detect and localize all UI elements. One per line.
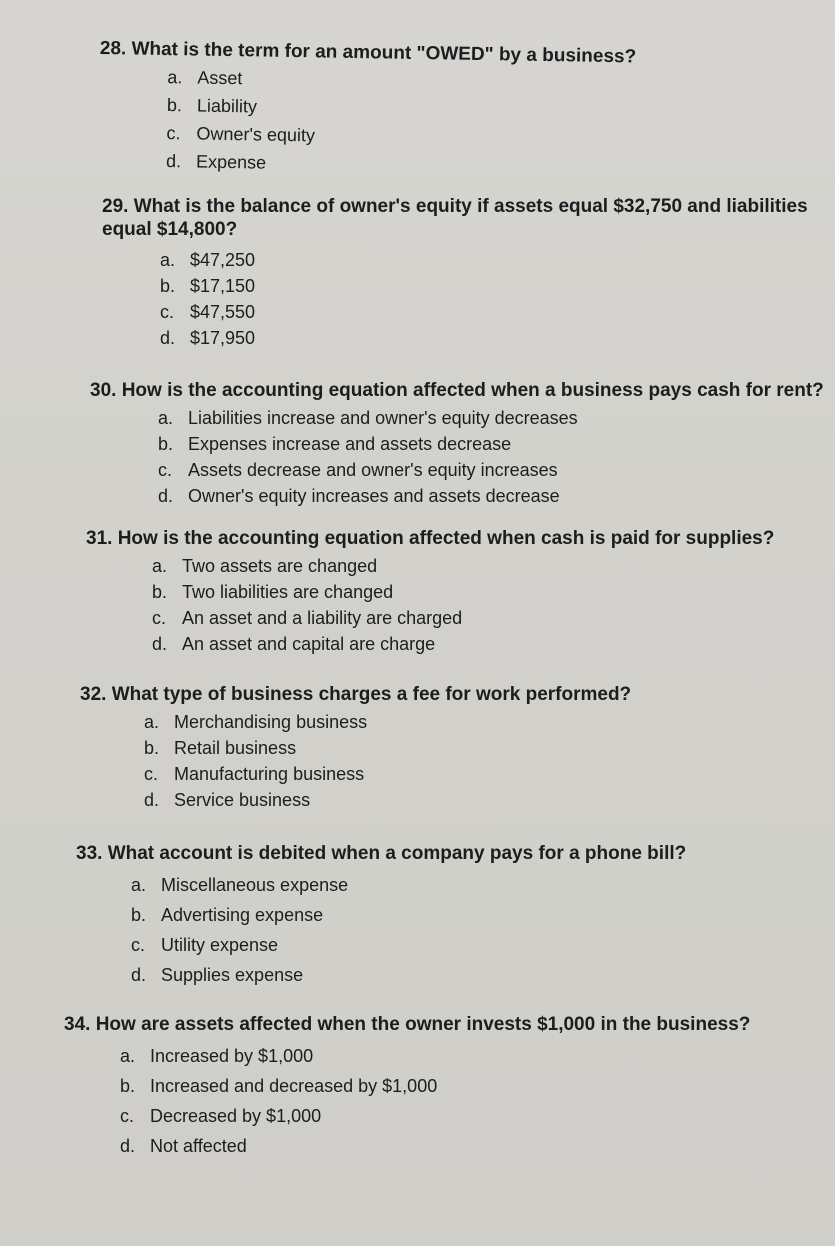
question-28-options xyxy=(166,63,636,182)
option-text: An asset and capital are charge xyxy=(182,634,436,654)
question-prompt: How is the accounting equation affected when cash is paid for supplies? xyxy=(117,528,775,549)
question-33-text xyxy=(76,843,686,865)
question-34 xyxy=(64,1014,750,1161)
option-a xyxy=(120,1041,750,1071)
option-letter: d. xyxy=(131,965,147,985)
option-text: Increased and decreased by $1,000 xyxy=(150,1076,438,1096)
option-text: Not affected xyxy=(150,1136,247,1156)
question-30-options xyxy=(158,405,824,509)
question-30-text xyxy=(90,380,824,402)
question-31-text xyxy=(86,528,774,550)
question-prompt: What is the balance of owner's equity if assets equal $32,750 and liabilities equal $14,800? xyxy=(102,196,808,240)
option-d xyxy=(131,960,686,990)
option-text: Liability xyxy=(196,95,258,117)
question-number: 30. xyxy=(90,380,117,401)
option-text: Supplies expense xyxy=(161,965,304,985)
option-letter: d. xyxy=(165,151,182,172)
option-text: Manufacturing business xyxy=(174,764,365,784)
option-b xyxy=(120,1071,750,1101)
option-letter: b. xyxy=(166,95,183,116)
question-32-options xyxy=(144,709,631,813)
question-prompt: How is the accounting equation affected when a business pays cash for rent? xyxy=(121,380,824,401)
question-prompt: What type of business charges a fee for work performed? xyxy=(111,684,632,705)
question-33 xyxy=(76,843,686,990)
option-letter: a. xyxy=(131,875,147,895)
option-letter: d. xyxy=(144,790,160,810)
question-number: 31. xyxy=(86,528,113,549)
question-34-text xyxy=(64,1014,750,1036)
question-prompt: What is the term for an amount "OWED" by a business? xyxy=(131,38,637,68)
option-a xyxy=(144,709,631,735)
option-text: An asset and a liability are charged xyxy=(182,608,463,628)
option-letter: c. xyxy=(152,608,167,628)
option-c xyxy=(131,930,686,960)
option-d xyxy=(144,787,631,813)
option-letter: b. xyxy=(158,434,174,454)
question-number: 33. xyxy=(76,843,103,864)
question-number: 28. xyxy=(99,38,127,60)
option-text: $17,950 xyxy=(190,328,256,348)
option-text: Service business xyxy=(174,790,311,810)
option-text: Two assets are changed xyxy=(182,556,378,576)
option-text: Expenses increase and assets decrease xyxy=(188,434,512,454)
option-letter: b. xyxy=(120,1076,136,1096)
option-text: Retail business xyxy=(174,738,297,758)
option-c xyxy=(144,761,631,787)
option-text: Miscellaneous expense xyxy=(161,875,349,895)
option-c xyxy=(152,605,774,631)
option-b xyxy=(144,735,631,761)
question-34-options xyxy=(120,1041,750,1161)
option-d xyxy=(166,147,635,182)
option-letter: a. xyxy=(167,67,183,88)
question-number: 34. xyxy=(64,1014,91,1035)
option-letter: c. xyxy=(131,935,146,955)
option-letter: a. xyxy=(152,556,168,576)
option-d xyxy=(120,1131,750,1161)
option-text: Decreased by $1,000 xyxy=(150,1106,322,1126)
option-a xyxy=(152,553,774,579)
question-30 xyxy=(90,380,824,509)
option-text: Utility expense xyxy=(161,935,279,955)
option-letter: a. xyxy=(120,1046,136,1066)
option-d xyxy=(160,325,832,351)
option-letter: c. xyxy=(160,302,175,322)
option-text: Advertising expense xyxy=(161,905,324,925)
option-b xyxy=(152,579,774,605)
option-c xyxy=(158,457,824,483)
option-a xyxy=(158,405,824,431)
option-letter: b. xyxy=(131,905,147,925)
option-b xyxy=(160,273,832,299)
question-29-text xyxy=(102,195,832,241)
option-c xyxy=(120,1101,750,1131)
question-29 xyxy=(102,195,832,351)
question-number: 32. xyxy=(80,684,107,705)
question-prompt: How are assets affected when the owner invests $1,000 in the business? xyxy=(95,1014,751,1035)
option-d xyxy=(158,483,824,509)
option-letter: a. xyxy=(158,408,174,428)
option-letter: a. xyxy=(144,712,160,732)
option-text: Asset xyxy=(197,67,243,89)
option-c xyxy=(160,299,832,325)
option-letter: a. xyxy=(160,250,176,270)
option-letter: b. xyxy=(144,738,160,758)
option-text: Owner's equity xyxy=(196,123,316,146)
question-32-text xyxy=(80,684,631,706)
option-letter: c. xyxy=(144,764,159,784)
question-29-options xyxy=(160,247,832,351)
option-text: $47,250 xyxy=(190,250,256,270)
option-letter: d. xyxy=(120,1136,136,1156)
option-letter: c. xyxy=(166,123,181,144)
question-28 xyxy=(98,38,636,182)
option-text: $17,150 xyxy=(190,276,256,296)
option-a xyxy=(160,247,832,273)
question-prompt: What account is debited when a company pays for a phone bill? xyxy=(107,843,687,864)
option-text: Increased by $1,000 xyxy=(150,1046,314,1066)
option-text: $47,550 xyxy=(190,302,256,322)
option-letter: b. xyxy=(160,276,176,296)
option-a xyxy=(131,870,686,900)
question-33-options xyxy=(131,870,686,990)
option-letter: c. xyxy=(120,1106,135,1126)
option-text: Owner's equity increases and assets decrease xyxy=(188,486,560,506)
option-text: Expense xyxy=(195,151,267,173)
option-text: Two liabilities are changed xyxy=(182,582,394,602)
question-number: 29. xyxy=(102,196,129,217)
option-b xyxy=(131,900,686,930)
option-letter: d. xyxy=(160,328,176,348)
question-31-options xyxy=(152,553,774,657)
question-32 xyxy=(80,684,631,813)
option-text: Liabilities increase and owner's equity decreases xyxy=(188,408,578,428)
option-d xyxy=(152,631,774,657)
option-text: Merchandising business xyxy=(174,712,368,732)
option-letter: d. xyxy=(158,486,174,506)
option-letter: b. xyxy=(152,582,168,602)
option-letter: d. xyxy=(152,634,168,654)
question-31 xyxy=(86,528,774,657)
option-b xyxy=(158,431,824,457)
option-letter: c. xyxy=(158,460,173,480)
option-text: Assets decrease and owner's equity increases xyxy=(188,460,558,480)
